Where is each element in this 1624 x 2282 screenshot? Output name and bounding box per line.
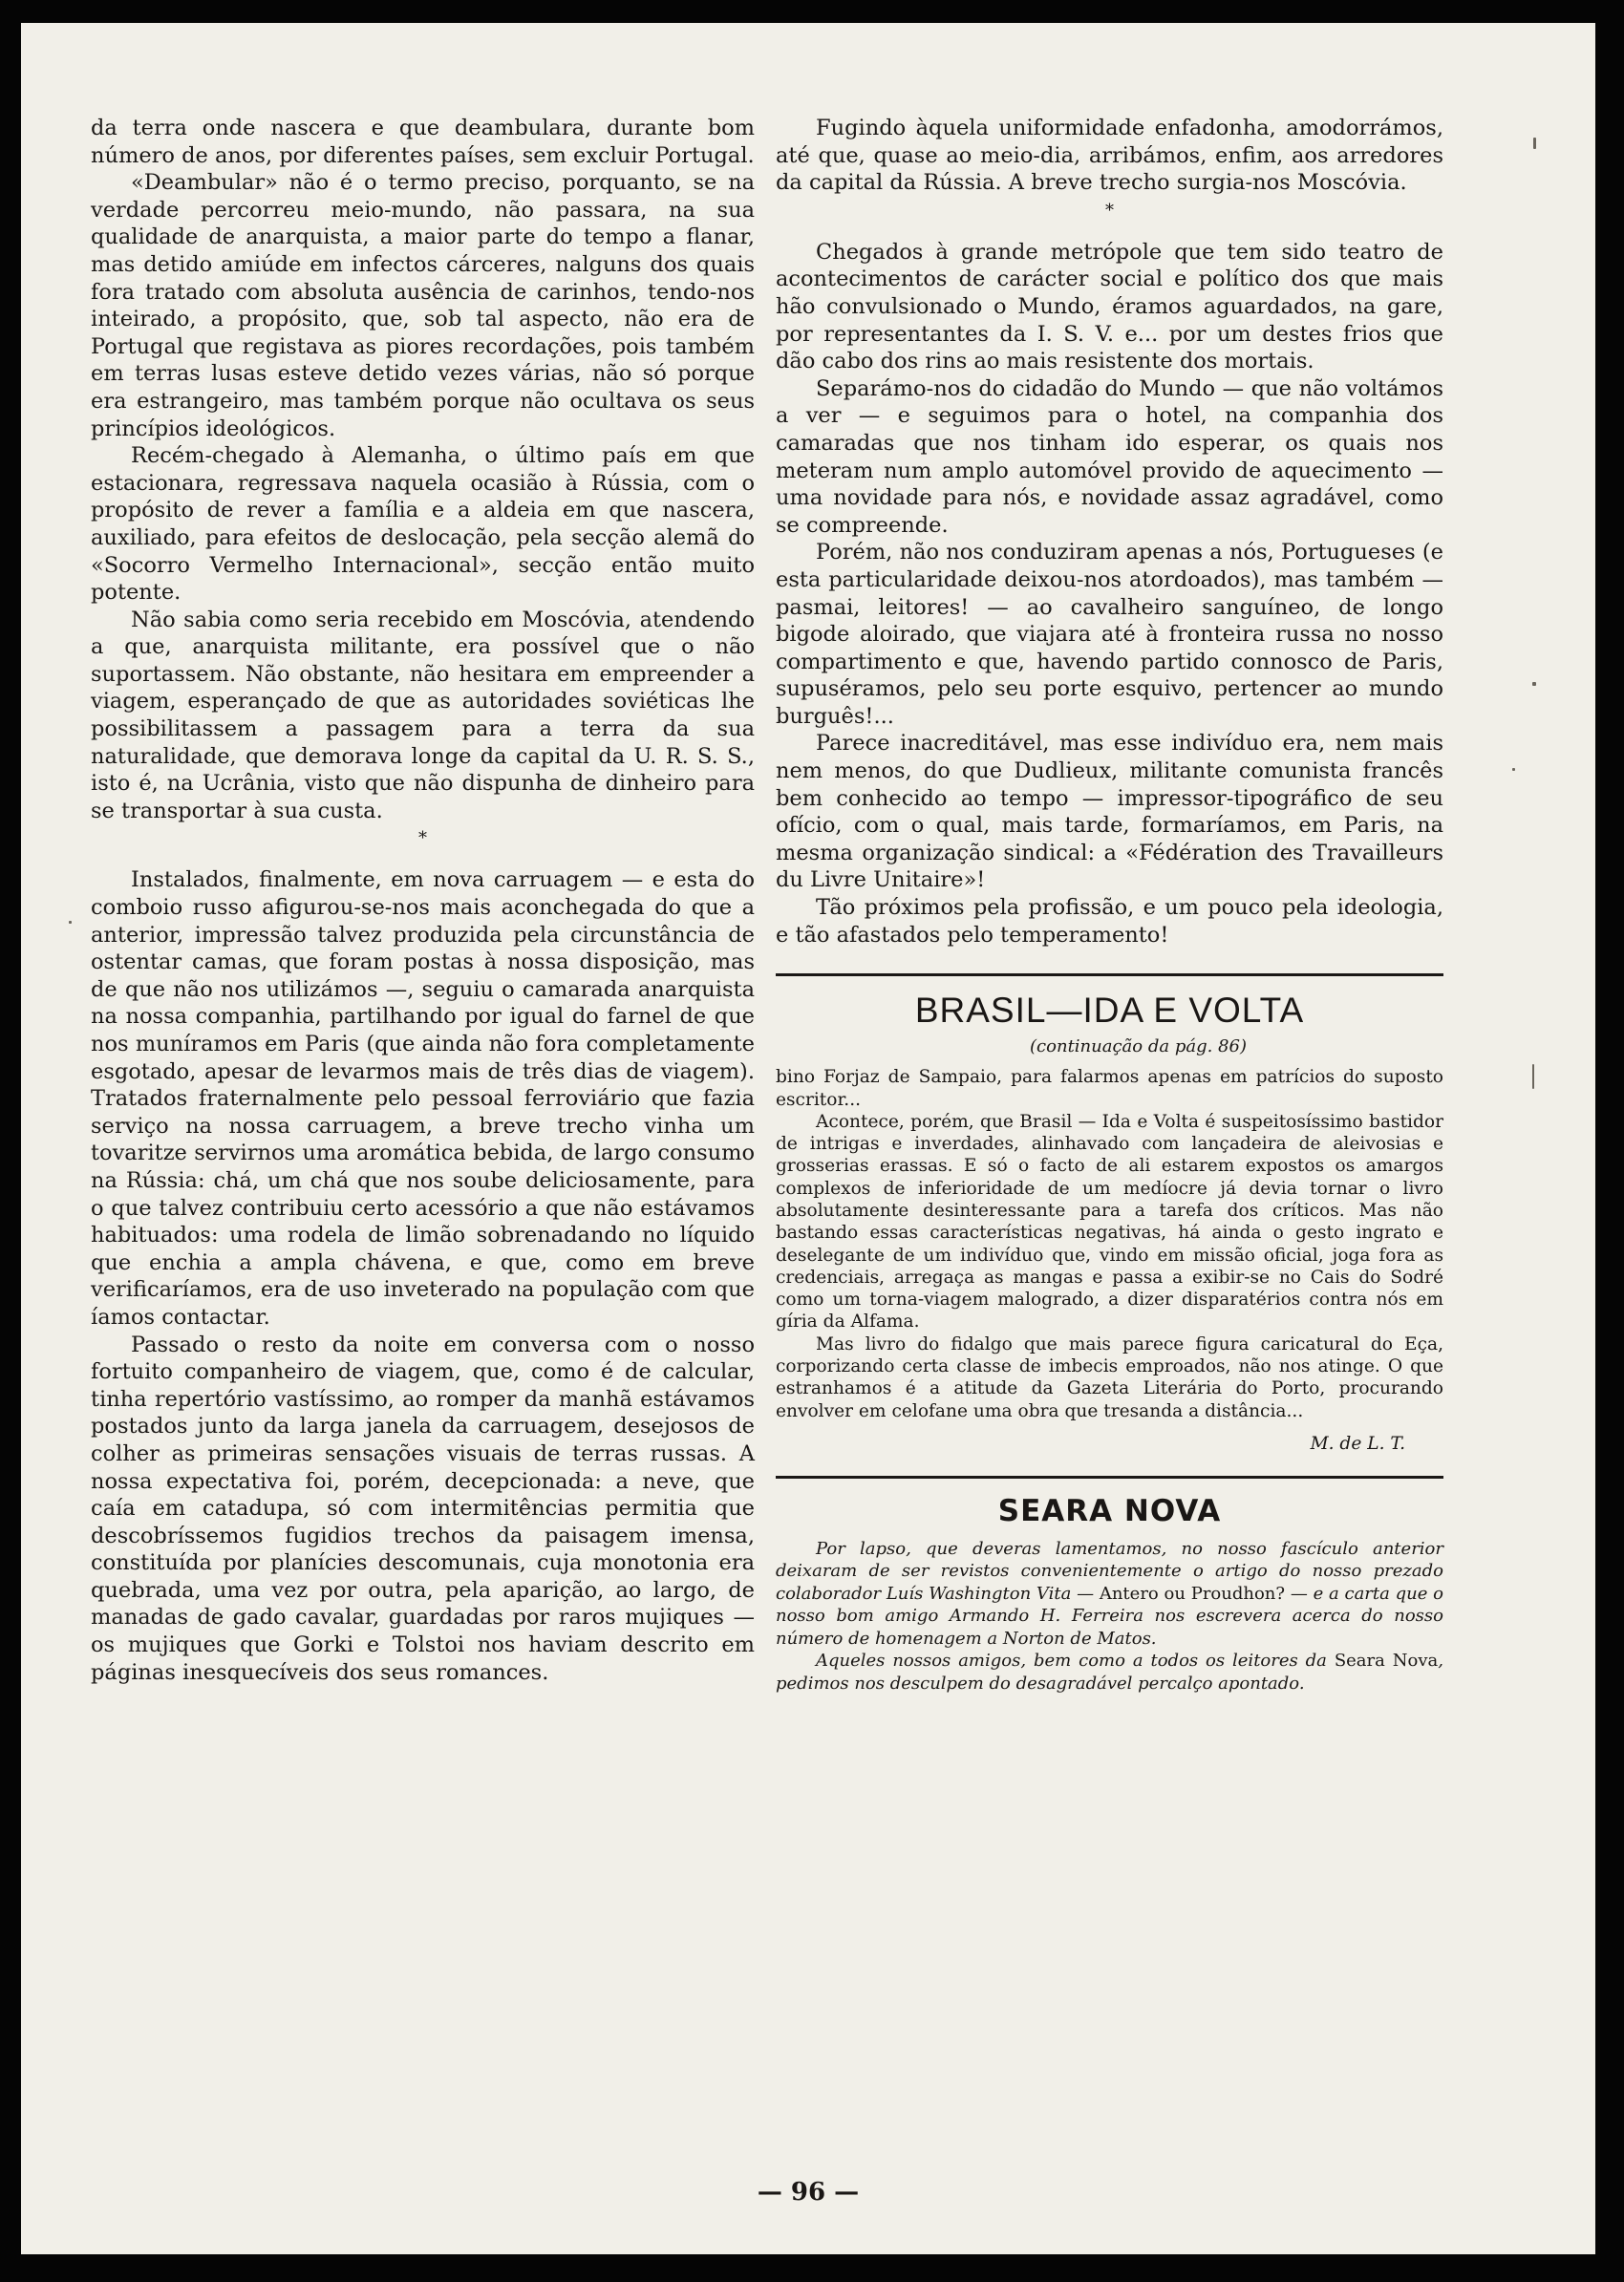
text-span: e a carta que o nosso bom amigo Armando H. Ferreira nos escrevera acerca do nosso número de homenagem a Norton de Matos. — [776, 1583, 1443, 1649]
paragraph: Tão próximos pela profissão, e um pouco pela ideologia, e tão afastados pelo temperamento! — [776, 895, 1443, 948]
paragraph — [776, 1538, 1443, 1651]
paper-speck — [69, 921, 72, 924]
brasil-section — [776, 990, 1443, 1457]
paragraph: Parece inacreditável, mas esse indivíduo era, nem mais nem menos, do que Dudlieux, militante comunista francês bem conhecido ao tempo — impressor-tipográfico de seu ofício, com o qual, mais tarde, formaríamos, em Paris, na mesma organização sindical: a «Fédération des Travailleurs du Livre Unitaire»! — [776, 731, 1443, 893]
section-divider — [776, 1476, 1443, 1479]
paragraph: «Deambular» não é o termo preciso, porquanto, se na verdade percorreu meio-mundo, não passara, na sua qualidade de anarquista, a maior parte do tempo a flanar, mas detido amiúde em infectos cárceres, nalguns dos quais fora tratado com absoluta ausência de carinhos, tendo-nos inteirado, a propósito, que, sob tal aspecto, não era de Portugal que registava as piores recordações, pois também em terras lusas esteve detido vezes várias, não só porque era estrangeiro, mas também porque não ocultava os seus princípios ideológicos. — [91, 170, 755, 441]
paragraph: Fugindo àquela uniformidade enfadonha, amodorrámos, até que, quase ao meio-dia, arribámos, enfim, aos arredores da capital da Rússia. A breve trecho surgia-nos Moscóvia. — [776, 116, 1443, 196]
paper-speck — [1533, 138, 1536, 149]
section-title: SEARA NOVA — [997, 1493, 1222, 1528]
author-signature: M. de L. T. — [1310, 1433, 1405, 1454]
article-continuation — [776, 115, 1443, 949]
paragraph — [776, 1650, 1443, 1695]
text-span: Antero ou Proudhon? — — [1099, 1583, 1308, 1604]
paper-speck — [1532, 682, 1536, 686]
magazine-page — [21, 23, 1595, 2254]
seara-section — [776, 1492, 1443, 1696]
paragraph: Mas livro do fidalgo que mais parece figura caricatural do Eça, corporizando certa classe de imbecis emproados, não nos atinge. O que estranhamos é a atitude da Gazeta Literária do Porto, procurando envolver em celofane uma obra que tresanda a distância... — [776, 1333, 1443, 1421]
right-column — [776, 115, 1443, 1695]
paragraph: Porém, não nos conduziram apenas a nós, Portugueses (e esta particularidade deixou-nos atordoados), mas também — pasmai, leitores! — ao cavalheiro sanguíneo, de longo bigode aloirado, que viajara até à fronteira russa no nosso compartimento e que, havendo partido connosco de Paris, supuséramos, pelo seu porte esquivo, pertencer ao mundo burguês!... — [776, 540, 1443, 729]
paragraph: Acontece, porém, que Brasil — Ida e Volta é suspeitosíssimo bastidor de intrigas e inverdades, alinhavado com lançadeira de aleivosias e grosserias erassas. E só o facto de ali estarem expostos os amargos complexos de inferioridade de um medíocre já devia tornar o livro absolutamente desinteressante para a tarefa dos críticos. Mas não bastando essas características negativas, há ainda o gesto ingrato e deselegante de um indivíduo que, vindo em missão oficial, joga fora as credenciais, arregaça as mangas e passa a exibir-se no Cais do Sodré como um torna-viagem malogrado, a dizer disparatérios contra nós em gíria da Alfama. — [776, 1111, 1443, 1333]
section-separator: * — [1105, 200, 1114, 221]
page-number: — 96 — — [757, 2178, 860, 2207]
section-title: BRASIL—IDA E VOLTA — [914, 991, 1305, 1031]
section-subtitle: (continuação da pág. 86) — [1030, 1036, 1247, 1057]
text-span: Por lapso, que deveras lamentamos, no nosso fascículo anterior deixaram de ser revistos convenientemente o artigo do nosso prezado colaborador Luís Washington Vita — — [776, 1538, 1443, 1604]
paragraph: Passado o resto da noite em conversa com o nosso fortuito companheiro de viagem, que, como é de calcular, tinha repertório vastíssimo, ao romper da manhã estávamos postados junto da larga janela da carruagem, desejosos de colher as primeiras sensações visuais de terras russas. A nossa expectativa foi, porém, decepcionada: a neve, que caía em catadupa, só com intermitências permitia que descobríssemos fugidios trechos da paisagem imensa, constituída por planícies descomunais, cuja monotonia era quebrada, uma vez por outra, pela aparição, ao largo, de manadas de gado cavalar, guardadas por raros mujiques — os mujiques que Gorki e Tolstoi nos haviam descrito em páginas inesquecíveis dos seus romances. — [91, 1332, 755, 1685]
text-span: , pedimos nos desculpem do desagradável percalço apontado. — [776, 1651, 1443, 1694]
paragraph: bino Forjaz de Sampaio, para falarmos apenas em patrícios do suposto escritor... — [776, 1067, 1443, 1110]
section-separator: * — [418, 828, 427, 849]
paragraph: Chegados à grande metrópole que tem sido teatro de acontecimentos de carácter social e político dos que mais hão convulsionado o Mundo, éramos aguardados, na gare, por representantes da I. S. V. e... por um destes frios que dão cabo dos rins ao mais resistente dos mortais. — [776, 239, 1443, 374]
paper-speck — [1532, 1064, 1534, 1089]
section-divider — [776, 973, 1443, 976]
paragraph: Não sabia como seria recebido em Moscóvia, atendendo a que, anarquista militante, era possível que o não suportassem. Não obstante, não hesitara em empreender a viagem, esperançado de que as autoridades soviéticas lhe possibilitassem a passagem para a terra da sua naturalidade, que demorava longe da capital da U. R. S. S., isto é, na Ucrânia, visto que não dispunha de dinheiro para se transportar à sua custa. — [91, 607, 755, 823]
paper-speck — [1512, 768, 1515, 771]
paragraph: da terra onde nascera e que deambulara, durante bom número de anos, por diferentes países, sem excluir Portugal. — [91, 116, 755, 168]
paragraph: Recém-chegado à Alemanha, o último país em que estacionara, regressava naquela ocasião à Rússia, com o propósito de rever a família e a aldeia em que nascera, auxiliado, para efeitos de deslocação, pela secção alemã do «Socorro Vermelho Internacional», secção então muito potente. — [91, 443, 755, 606]
paragraph: Instalados, finalmente, em nova carruagem — e esta do comboio russo afigurou-se-nos mais aconchegada do que a anterior, impressão talvez produzida pela circunstância de ostentar camas, que foram postas à nossa disposição, mas de que não nos utilizámos —, seguiu o camarada anarquista na nossa companhia, partilhando por igual do farnel de que nos muníramos em Paris (que ainda não fora completamente esgotado, apesar de levarmos mais de três dias de viagem). Tratados fraternalmente pelo pessoal ferroviário que fazia serviço na nossa carruagem, a breve trecho vinha um tovaritze servirnos uma aromática bebida, de largo consumo na Rússia: chá, um chá que nos soube deliciosamente, para o que talvez contribuiu certo acessório a que não estávamos habituados: uma rodela de limão sobrenadando no líquido que enchia a ampla chávena, e que, como em breve verificaríamos, era de uso inveterado na população com que íamos contactar. — [91, 867, 755, 1330]
text-span: Aqueles nossos amigos, bem como a todos os leitores da — [816, 1651, 1335, 1672]
paragraph: Separámo-nos do cidadão do Mundo — que não voltámos a ver — e seguimos para o hotel, na companhia dos camaradas que nos tinham ido esperar, os quais nos meteram num amplo automóvel provido de aquecimento — uma novidade para nós, e novidade assaz agradável, como se compreende. — [776, 375, 1443, 538]
left-column — [91, 115, 755, 1686]
text-span: Seara Nova — [1334, 1651, 1439, 1672]
